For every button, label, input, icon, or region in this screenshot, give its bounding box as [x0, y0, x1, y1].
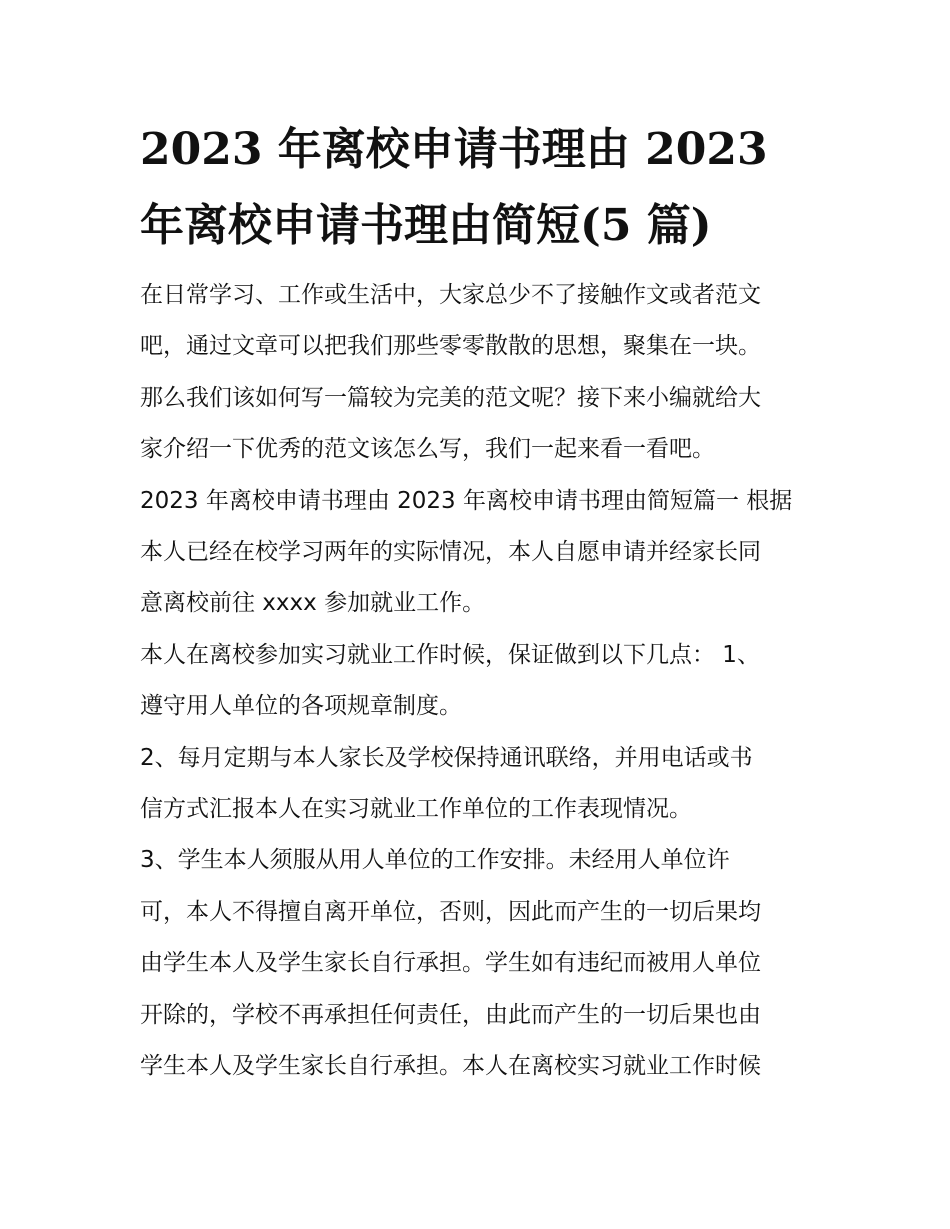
text-line: 吧，通过文章可以把我们那些零零散散的思想，聚集在一块。	[140, 333, 761, 360]
text-line: 可，本人不得擅自离开单位，否则，因此而产生的一切后果均	[140, 898, 761, 925]
item-three-paragraph	[140, 835, 820, 1092]
text-line: 那么我们该如何写一篇较为完美的范文呢？接下来小编就给大	[140, 384, 761, 411]
text-line: 2023 年离校申请书理由 2023 年离校申请书理由简短篇一 根据	[140, 487, 793, 514]
title-line: 年离校申请书理由简短(5 篇)	[140, 200, 712, 251]
text-line: 家介绍一下优秀的范文该怎么写，我们一起来看一看吧。	[140, 436, 715, 463]
text-line: 3、学生本人须服从用人单位的工作安排。未经用人单位许	[140, 847, 730, 874]
text-line: 本人在离校参加实习就业工作时候，保证做到以下几点： 1、	[140, 641, 760, 668]
document-content	[140, 112, 820, 1093]
text-line: 由学生本人及学生家长自行承担。学生如有违纪而被用人单位	[140, 950, 761, 977]
text-line: 开除的，学校不再承担任何责任，由此而产生的一切后果也由	[140, 1001, 761, 1028]
text-line: 遵守用人单位的各项规章制度。	[140, 693, 462, 720]
text-line: 意离校前往 xxxx 参加就业工作。	[140, 590, 486, 617]
document-title	[140, 112, 820, 264]
text-line: 本人已经在校学习两年的实际情况，本人自愿申请并经家长同	[140, 539, 761, 566]
text-line: 信方式汇报本人在实习就业工作单位的工作表现情况。	[140, 796, 692, 823]
title-line: 2023 年离校申请书理由 2023	[140, 124, 768, 175]
item-two-paragraph	[140, 733, 820, 836]
text-line: 2、每月定期与本人家长及学校保持通讯联络，并用电话或书	[140, 744, 753, 771]
text-line: 在日常学习、工作或生活中，大家总少不了接触作文或者范文	[140, 282, 761, 308]
commitment-paragraph	[140, 630, 820, 733]
text-line: 学生本人及学生家长自行承担。本人在离校实习就业工作时候	[140, 1053, 761, 1080]
section-one-paragraph	[140, 476, 820, 630]
intro-paragraph	[140, 270, 820, 476]
